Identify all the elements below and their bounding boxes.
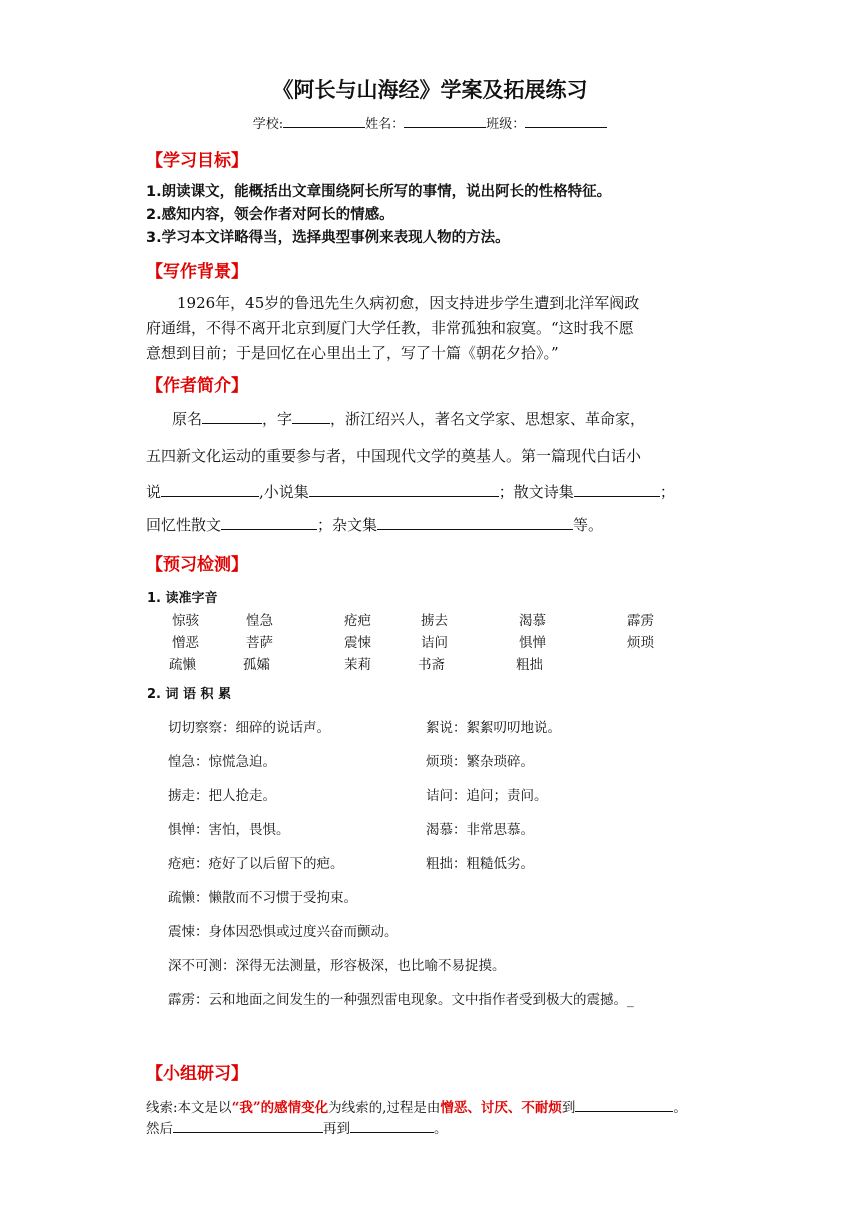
author-line: 五四新文化运动的重要参与者，中国现代文学的奠基人。第一篇现代白话小 bbox=[146, 447, 642, 465]
goal-item: 3.学习本文详略得当，选择典型事例来表现人物的方法。 bbox=[146, 230, 510, 246]
section-heading-group: 【小组研习】 bbox=[146, 1064, 248, 1084]
author-line bbox=[146, 481, 675, 502]
background-text-line: 意想到目前；于是回忆在心里出土了，写了十篇《朝花夕拾》。” bbox=[146, 344, 559, 362]
pronunciation-word: 烦琐 bbox=[627, 635, 654, 651]
clue-text: 然后 bbox=[146, 1121, 173, 1137]
author-text: 等。 bbox=[573, 516, 604, 534]
clue-text: 到 bbox=[561, 1100, 576, 1116]
emotion-stage-blank[interactable] bbox=[575, 1099, 673, 1112]
vocabulary-entry: 掳走：把人抢走。 bbox=[168, 788, 276, 804]
page-title: 《阿长与山海经》学案及拓展练习 bbox=[272, 78, 588, 102]
pronunciation-word: 疮疤 bbox=[344, 613, 371, 629]
author-line bbox=[146, 514, 603, 535]
emotion-stage-blank[interactable] bbox=[173, 1120, 323, 1133]
author-text: ,小说集 bbox=[259, 483, 309, 501]
background-text-line: 1926年，45岁的鲁迅先生久病初愈，因支持进步学生遭到北洋军阀政 bbox=[177, 294, 640, 312]
author-line bbox=[172, 408, 645, 429]
clue-text: 再到 bbox=[323, 1121, 350, 1137]
section-heading-author: 【作者简介】 bbox=[146, 376, 248, 396]
essay-collection-blank[interactable] bbox=[377, 515, 573, 530]
pronunciation-word: 粗拙 bbox=[516, 657, 543, 673]
vocabulary-entry: 疏懒：懒散而不习惯于受拘束。 bbox=[168, 890, 357, 906]
clue-line bbox=[146, 1117, 448, 1137]
goal-item: 1.朗读课文，能概括出文章围绕阿长所写的事情，说出阿长的性格特征。 bbox=[146, 184, 612, 200]
original-name-blank[interactable] bbox=[202, 409, 262, 424]
vocabulary-entry: 惧惮：害怕，畏惧。 bbox=[168, 822, 290, 838]
author-text: ；散文诗集 bbox=[498, 483, 574, 501]
clue-text: 。 bbox=[673, 1100, 687, 1116]
author-text: ，浙江绍兴人，著名文学家、思想家、革命家， bbox=[330, 410, 646, 428]
school-blank[interactable] bbox=[283, 115, 365, 128]
goal-item: 2.感知内容，领会作者对阿长的情感。 bbox=[146, 207, 394, 223]
author-text: ；杂文集 bbox=[317, 516, 378, 534]
clue-line bbox=[146, 1096, 687, 1116]
memoir-essay-blank[interactable] bbox=[221, 515, 317, 530]
clue-text: 。 bbox=[434, 1121, 448, 1137]
emotion-stage-blank[interactable] bbox=[350, 1120, 434, 1133]
clue-highlight: “我”的感情变化 bbox=[231, 1100, 329, 1116]
vocabulary-entry: 絮说：絮絮叨叨地说。 bbox=[426, 720, 561, 736]
pronunciation-word: 孤孀 bbox=[243, 657, 270, 673]
author-text: 原名 bbox=[172, 410, 203, 428]
first-story-blank[interactable] bbox=[161, 482, 259, 497]
pronunciation-word: 掳去 bbox=[421, 613, 448, 629]
vocabulary-entry: 诘问：追问；责问。 bbox=[426, 788, 548, 804]
school-label: 学校: bbox=[252, 117, 284, 132]
pronunciation-word: 震悚 bbox=[344, 635, 371, 651]
clue-text: 为线索的,过程是由 bbox=[328, 1100, 441, 1116]
section-heading-preview: 【预习检测】 bbox=[146, 555, 248, 575]
pronunciation-word: 茉莉 bbox=[344, 657, 371, 673]
vocabulary-entry: 霹雳：云和地面之间发生的一种强烈雷电现象。文中指作者受到极大的震撼。_ bbox=[168, 992, 634, 1008]
section-heading-goals: 【学习目标】 bbox=[146, 151, 248, 171]
vocabulary-entry: 粗拙：粗糙低劣。 bbox=[426, 856, 534, 872]
background-text-line: 府通缉，不得不离开北京到厦门大学任教，非常孤独和寂寞。“这时我不愿 bbox=[146, 319, 634, 337]
vocabulary-entry: 烦琐：繁杂琐碎。 bbox=[426, 754, 534, 770]
student-info-line bbox=[0, 113, 860, 132]
pronunciation-heading: 1. 读准字音 bbox=[147, 591, 218, 606]
class-label: 班级： bbox=[486, 117, 526, 132]
courtesy-name-blank[interactable] bbox=[292, 409, 330, 424]
vocabulary-entry: 惶急：惊慌急迫。 bbox=[168, 754, 276, 770]
author-text: ； bbox=[659, 483, 675, 501]
vocabulary-entry: 切切察察：细碎的说话声。 bbox=[168, 720, 330, 736]
pronunciation-word: 霹雳 bbox=[627, 613, 654, 629]
author-text: ，字 bbox=[262, 410, 293, 428]
section-heading-background: 【写作背景】 bbox=[146, 262, 248, 282]
vocabulary-entry: 渴慕：非常思慕。 bbox=[426, 822, 534, 838]
clue-highlight: 憎恶、讨厌、不耐烦 bbox=[440, 1100, 562, 1116]
author-text: 回忆性散文 bbox=[146, 516, 222, 534]
pronunciation-word: 疏懒 bbox=[169, 657, 196, 673]
prose-poem-blank[interactable] bbox=[574, 482, 660, 497]
pronunciation-word: 渴慕 bbox=[519, 613, 546, 629]
pronunciation-word: 菩萨 bbox=[246, 635, 273, 651]
clue-text: 线索:本文是以 bbox=[146, 1100, 232, 1116]
novel-collection-blank[interactable] bbox=[309, 482, 499, 497]
vocabulary-heading: 2. 词 语 积 累 bbox=[147, 687, 232, 702]
vocabulary-entry: 疮疤：疮好了以后留下的疤。 bbox=[168, 856, 344, 872]
pronunciation-word: 书斋 bbox=[418, 657, 445, 673]
vocabulary-entry: 深不可测：深得无法测量，形容极深，也比喻不易捉摸。 bbox=[168, 958, 506, 974]
pronunciation-word: 诘问 bbox=[421, 635, 448, 651]
pronunciation-word: 惊骇 bbox=[172, 613, 199, 629]
pronunciation-word: 惧惮 bbox=[519, 635, 546, 651]
pronunciation-word: 憎恶 bbox=[172, 635, 199, 651]
vocabulary-entry: 震悚：身体因恐惧或过度兴奋而颤动。 bbox=[168, 924, 398, 940]
name-blank[interactable] bbox=[404, 115, 486, 128]
name-label: 姓名： bbox=[365, 117, 405, 132]
author-text: 说 bbox=[146, 483, 162, 501]
pronunciation-word: 惶急 bbox=[246, 613, 273, 629]
class-blank[interactable] bbox=[525, 115, 607, 128]
